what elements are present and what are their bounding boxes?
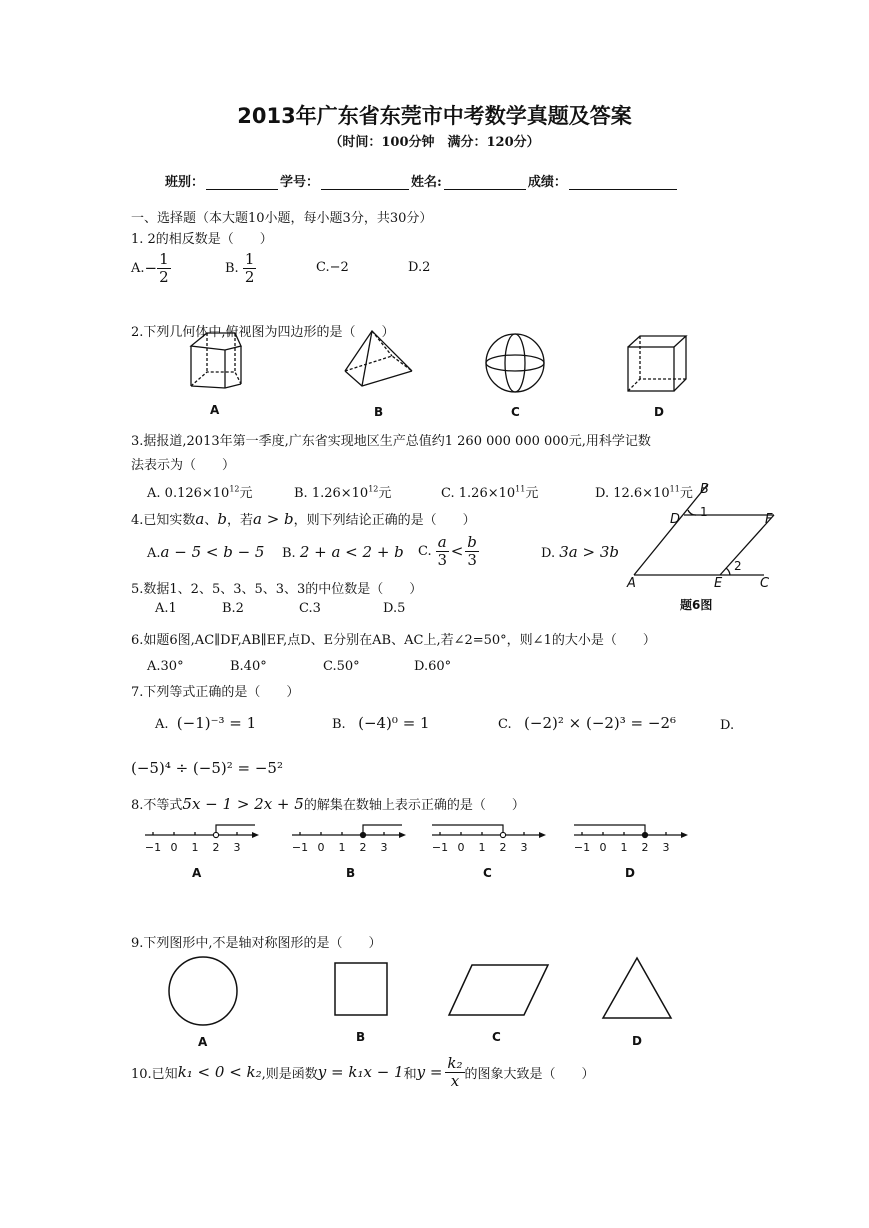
tick-label: 3 <box>520 841 528 854</box>
unit: 元 <box>239 486 253 501</box>
question-3-option-c[interactable] <box>441 482 538 501</box>
option-label-a: A <box>210 403 220 417</box>
closed-point <box>642 832 647 837</box>
point-d-label: D <box>670 512 681 527</box>
question-4-option-d[interactable] <box>541 543 619 561</box>
numerator: a <box>437 532 447 551</box>
option-label-a: A <box>198 1035 208 1049</box>
question-4-option-c[interactable] <box>418 530 479 572</box>
square-shape[interactable] <box>332 960 390 1018</box>
option-label: B. <box>282 546 296 561</box>
angle-2-label: 2 <box>734 559 742 573</box>
tick-label: 2 <box>212 841 220 854</box>
tick-label: 1 <box>620 841 628 854</box>
point-f-label: F <box>765 512 773 527</box>
question-3-option-a[interactable] <box>147 482 253 501</box>
pyramid-figure[interactable] <box>340 326 418 398</box>
tick-label: 3 <box>662 841 670 854</box>
circle-shape[interactable] <box>166 954 240 1028</box>
question-8-stem <box>131 794 525 813</box>
score-field[interactable] <box>569 177 677 190</box>
solution-ray <box>574 825 645 835</box>
exponent: 11 <box>515 484 526 494</box>
class-field[interactable] <box>206 177 278 190</box>
arrow-icon <box>681 832 688 838</box>
class-label: 班别： <box>165 175 205 190</box>
question-2-stem: 2.下列几何体中,俯视图为四边形的是（ ） <box>131 325 395 340</box>
figure-caption: 题6图 <box>680 598 713 612</box>
expression: 3a > 3b <box>559 543 619 561</box>
number-line-c[interactable] <box>430 822 548 858</box>
option-label: D. <box>595 486 610 501</box>
option-label-b: B <box>356 1030 366 1044</box>
question-6-option-d[interactable]: D.60° <box>414 659 452 674</box>
open-point <box>500 832 505 837</box>
expression: 2 + a < 2 + b <box>299 543 404 561</box>
question-10-stem <box>131 1052 595 1092</box>
condition: a > b <box>253 510 294 528</box>
question-6-stem: 6.如题6图,AC∥DF,AB∥EF,点D、E分别在AB、AC上,若∠2=50°，则∠1的大小是（ ） <box>131 633 656 648</box>
point-e-label: E <box>714 576 723 591</box>
question-3-stem-line1: 3.据报道,2013年第一季度,广东省实现地区生产总值约1 260 000 000 000元,用科学记数 <box>131 434 651 449</box>
stem-text: 的图象大致是（ ） <box>464 1066 595 1082</box>
exponent: 12 <box>368 484 379 494</box>
fraction <box>445 1055 464 1090</box>
number-line-svg <box>572 822 690 854</box>
fraction <box>243 251 257 286</box>
option-label-b: B <box>374 405 384 419</box>
question-1-stem: 1. 2的相反数是（ ） <box>131 232 273 247</box>
student-info-line <box>165 171 679 190</box>
parallelogram-shape[interactable] <box>447 962 551 1018</box>
score-label: 成绩： <box>527 175 567 190</box>
option-label-d: D <box>654 405 664 419</box>
student-id-field[interactable] <box>321 177 409 190</box>
tick-label: 0 <box>599 841 607 854</box>
closed-point <box>360 832 365 837</box>
question-5-option-d[interactable]: D.5 <box>383 601 406 616</box>
unit: 元 <box>679 486 693 501</box>
denominator: 3 <box>467 550 477 569</box>
stem-text: 10.已知 <box>131 1066 178 1082</box>
option-label: D. <box>541 546 556 561</box>
question-5-option-c[interactable]: C.3 <box>299 601 321 616</box>
fraction <box>465 534 479 569</box>
coefficient: 0.126×10 <box>164 486 230 501</box>
question-4-stem <box>131 509 476 528</box>
name-label: 姓名: <box>411 175 442 190</box>
number-line-svg <box>430 822 548 854</box>
stem-text: 8.不等式 <box>131 798 183 813</box>
denominator: 2 <box>159 267 169 286</box>
arrow-icon <box>539 832 546 838</box>
option-label: C. <box>498 717 512 732</box>
tick-label: 1 <box>191 841 199 854</box>
numerator: k₂ <box>447 1053 463 1072</box>
fraction <box>436 534 449 569</box>
sphere-figure[interactable] <box>482 330 550 396</box>
number-line-svg <box>290 822 408 854</box>
question-4-option-b[interactable] <box>282 543 404 561</box>
question-3-option-b[interactable] <box>294 482 391 501</box>
number-line-svg <box>143 822 261 854</box>
name-field[interactable] <box>444 177 526 190</box>
option-label: B. <box>332 717 346 732</box>
tick-label: 0 <box>317 841 325 854</box>
expression: a − 5 < b − 5 <box>160 543 265 561</box>
tick-label: 3 <box>233 841 241 854</box>
solution-ray <box>216 825 255 835</box>
number-line-a[interactable] <box>143 822 261 858</box>
separator: 、 <box>204 513 218 528</box>
tick-label: −1 <box>431 841 449 854</box>
expression: (−1)⁻³ = 1 <box>176 714 257 732</box>
tick-label: 1 <box>338 841 346 854</box>
option-label-c: C <box>511 405 520 419</box>
point-b-label: B <box>700 482 709 497</box>
expression: (−4)⁰ = 1 <box>358 714 430 732</box>
denominator: 3 <box>437 550 448 569</box>
option-label: B. <box>294 486 308 501</box>
unit: 元 <box>525 486 539 501</box>
arrow-icon <box>252 832 259 838</box>
question-1-option-b[interactable] <box>225 248 256 288</box>
question-4-option-a[interactable] <box>147 543 264 561</box>
option-label-c: C <box>492 1030 501 1044</box>
question-7-option-a[interactable] <box>155 714 256 732</box>
option-label-b: B <box>346 866 356 880</box>
stem-text: ，则下列结论正确的是（ ） <box>293 513 476 528</box>
page-title: 2013年广东省东莞市中考数学真题及答案 <box>237 104 632 128</box>
stem-text: 的解集在数轴上表示正确的是（ ） <box>303 798 525 813</box>
option-label: A. <box>147 546 161 561</box>
question-7-stem: 7.下列等式正确的是（ ） <box>131 685 300 700</box>
less-than: < <box>450 542 464 560</box>
arrow-icon <box>399 832 406 838</box>
tick-label: 0 <box>170 841 178 854</box>
fraction <box>157 251 171 286</box>
unit: 元 <box>378 486 392 501</box>
stem-text: ,则是函数 <box>261 1066 318 1082</box>
exam-time-score: （时间：100分钟 满分：120分） <box>329 135 540 150</box>
option-label-d: D <box>625 866 635 880</box>
question-7-option-b[interactable] <box>332 714 430 732</box>
cube-figure[interactable] <box>624 333 692 395</box>
numerator: 1 <box>244 249 255 268</box>
point-a-label: A <box>627 576 636 591</box>
angle-1-label: 1 <box>700 505 708 519</box>
option-label: C. <box>441 486 455 501</box>
solution-ray <box>432 825 503 835</box>
tick-label: 0 <box>457 841 465 854</box>
denominator: 2 <box>244 267 255 286</box>
option-label: A. <box>155 717 169 732</box>
question-9-stem: 9.下列图形中,不是轴对称图形的是（ ） <box>131 936 382 951</box>
option-label: B. <box>225 260 239 276</box>
denominator: x <box>450 1071 460 1090</box>
question-5-option-a[interactable]: A.1 <box>155 601 177 616</box>
question-6-option-a[interactable]: A.30° <box>147 659 184 674</box>
tick-label: 2 <box>359 841 367 854</box>
number-line-d[interactable] <box>572 822 690 858</box>
question-7-option-d-expression[interactable]: (−5)⁴ ÷ (−5)² = −5² <box>131 759 283 777</box>
expression: (−2)² × (−2)³ = −2⁶ <box>524 714 677 732</box>
section-heading: 一、选择题（本大题10小题，每小题3分，共30分） <box>131 211 433 226</box>
question-5-option-b[interactable]: B.2 <box>222 601 244 616</box>
coefficient: 12.6×10 <box>613 486 670 501</box>
question-5-stem: 5.数据1、2、5、3、5、3、3的中位数是（ ） <box>131 582 423 597</box>
var-a: a <box>195 510 205 528</box>
function-1: y = k₁x − 1 <box>317 1063 404 1081</box>
triangle-shape[interactable] <box>600 955 674 1021</box>
tick-label: 3 <box>380 841 388 854</box>
option-label-a: A <box>192 866 202 880</box>
number-line-b[interactable] <box>290 822 408 858</box>
question-1-option-c[interactable]: C.−2 <box>316 260 349 275</box>
point-c-label: C <box>760 576 770 591</box>
numerator: b <box>467 532 477 551</box>
question-6-option-c[interactable]: C.50° <box>323 659 360 674</box>
coefficient: 1.26×10 <box>458 486 516 501</box>
numerator: 1 <box>159 249 169 268</box>
exponent: 11 <box>669 484 680 494</box>
option-label-c: C <box>483 866 492 880</box>
tick-label: 2 <box>641 841 649 854</box>
tick-label: 2 <box>499 841 507 854</box>
question-7-option-d-label[interactable]: D. <box>720 718 735 733</box>
function-2-lhs: y = <box>416 1063 443 1081</box>
tick-label: −1 <box>144 841 162 854</box>
option-label: A. <box>131 260 145 276</box>
question-6-option-b[interactable]: B.40° <box>230 659 267 674</box>
inequality: 5x − 1 > 2x + 5 <box>182 795 304 813</box>
tick-label: 1 <box>478 841 486 854</box>
student-id-label: 学号： <box>280 175 320 190</box>
option-label: C. <box>418 543 432 559</box>
condition: k₁ < 0 < k₂ <box>177 1063 262 1081</box>
coefficient: 1.26×10 <box>311 486 369 501</box>
var-b: b <box>217 510 227 528</box>
tick-label: −1 <box>573 841 591 854</box>
open-point <box>213 832 218 837</box>
stem-text: 和 <box>403 1066 417 1082</box>
exponent: 12 <box>229 484 240 494</box>
minus-sign: − <box>144 259 158 277</box>
question-1-option-a[interactable] <box>131 248 171 288</box>
solution-ray <box>363 825 402 835</box>
stem-text: ，若 <box>226 513 253 528</box>
question-7-option-c[interactable] <box>498 714 676 732</box>
pentagonal-prism-figure[interactable] <box>185 328 260 396</box>
figure-6-parallelogram <box>624 478 784 616</box>
stem-text: 4.已知实数 <box>131 513 196 528</box>
question-3-stem-line2: 法表示为（ ） <box>131 458 236 473</box>
option-label-d: D <box>632 1034 642 1048</box>
option-label: A. <box>147 486 161 501</box>
question-1-option-d[interactable]: D.2 <box>408 260 431 275</box>
tick-label: −1 <box>291 841 309 854</box>
